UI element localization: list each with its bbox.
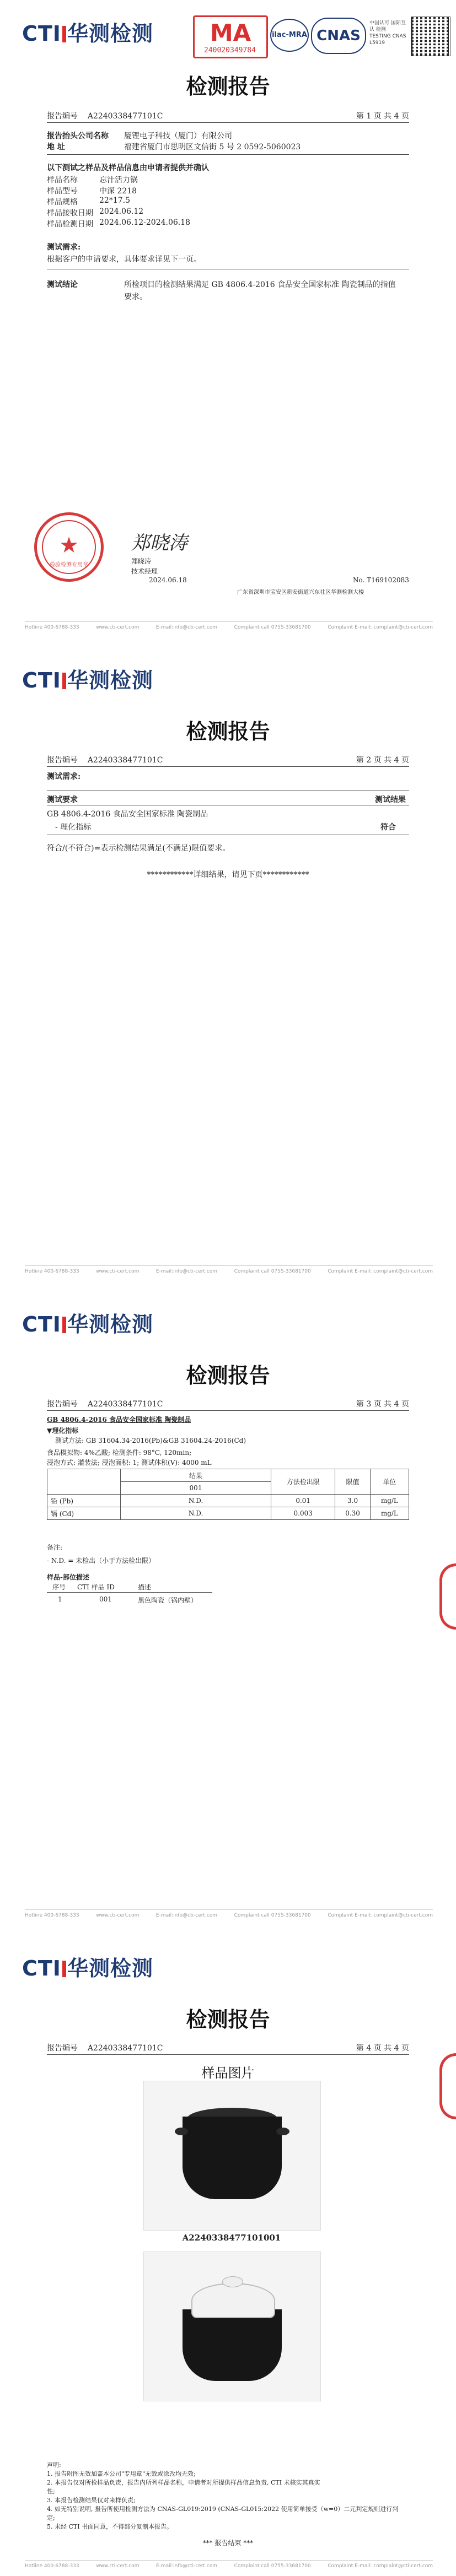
- divider: [47, 1410, 409, 1411]
- note-line: 5. 未经 CTI 书面同意，不得部分复制本报告。: [47, 2523, 173, 2530]
- lab-address: 广东省深圳市宝安区新安街道兴东社区华测检测大楼: [237, 589, 364, 596]
- note-line: 性;: [47, 2488, 55, 2495]
- table-cell: 0.003: [271, 1507, 335, 1520]
- req-row: GB 4806.4-2016 食品安全国家标准 陶瓷制品: [47, 810, 208, 819]
- note-line: 3. 本报告检测结果仅对来样负责;: [47, 2497, 136, 2504]
- field-value: 忘汁活力锅: [99, 176, 138, 185]
- footer: [25, 2563, 433, 2569]
- sample-col: CTI 样品 ID: [77, 1583, 115, 1591]
- field-label: 样品检测日期: [47, 220, 93, 229]
- table-header: 限值: [335, 1469, 370, 1495]
- table-cell: 0.01: [271, 1495, 335, 1507]
- cti-logo: [22, 17, 153, 47]
- footer-complaint: Complaint call 0755-33681700: [234, 1269, 311, 1274]
- applicant-label: 报告抬头公司名称: [47, 132, 109, 140]
- cti-logo: [22, 1307, 153, 1338]
- signer-title: 技术经理: [131, 567, 158, 575]
- remark-label: 备注:: [47, 1544, 63, 1551]
- std-heading: GB 4806.4-2016 食品安全国家标准 陶瓷制品: [47, 1416, 191, 1424]
- req-heading: 测试需求:: [47, 772, 81, 781]
- footer-divider: [25, 1265, 433, 1266]
- note-line: 声明:: [47, 2461, 61, 2469]
- photos-heading: 样品图片: [201, 2065, 255, 2081]
- results-table: [47, 1469, 409, 1520]
- cma-number: 240020349784: [204, 46, 256, 55]
- signature: 郑晓涛: [131, 532, 187, 554]
- logo-cn: 华测检测: [67, 21, 153, 46]
- address-value: 福建省厦门市思明区文信街 5 号 2 0592-5060023: [124, 143, 301, 151]
- cnas-mark: CNAS: [311, 18, 366, 54]
- cti-logo: [22, 1951, 153, 1982]
- report-page-3: [0, 1288, 456, 1932]
- logo-cn: 华测检测: [67, 668, 153, 692]
- note-line: 2. 本报告仅对所检样品负责，报告内所列样品名称，申请者对所提供样品信息负责, CTI 未核实其真实: [47, 2479, 320, 2486]
- logo-en: CTI: [22, 1956, 61, 1980]
- field-label: 样品型号: [47, 187, 78, 196]
- footer-divider: [25, 621, 433, 622]
- footer-complaint-mail: Complaint E-mail: complaint@cti-cert.com: [328, 1269, 433, 1274]
- footer-complaint: Complaint call 0755-33681700: [234, 2563, 311, 2569]
- table-header: 单位: [370, 1469, 409, 1495]
- ilac-mark: ilac-MRA: [270, 19, 309, 52]
- footer-email: E-mail:info@cti-cert.com: [155, 1913, 218, 1918]
- conclusion-text: 所检项目的检测结果满足 GB 4806.4-2016 食品安全国家标准 陶瓷制品的指值: [124, 280, 396, 289]
- footer-hotline: Hotline 400-6788-333: [25, 1269, 79, 1274]
- divider: [47, 2054, 409, 2055]
- page-title: 检测报告: [186, 2007, 270, 2032]
- seal-edge: [439, 2053, 456, 2119]
- sample-cell: 黑色陶瓷（锅内壁）: [138, 1597, 198, 1604]
- cti-logo: [22, 663, 153, 694]
- footer: [25, 625, 433, 630]
- footer-email: E-mail:info@cti-cert.com: [155, 2563, 218, 2569]
- info-heading: 以下测试之样品及样品信息由申请者提供并确认: [47, 164, 209, 172]
- table-row: [47, 1495, 409, 1507]
- qr-pattern: [412, 18, 448, 53]
- field-value: 中深 2218: [99, 187, 137, 196]
- sample-col: 描述: [138, 1583, 152, 1591]
- table-cell: 0.30: [335, 1507, 370, 1520]
- divider: [47, 766, 409, 767]
- conclusion-text-2: 要求。: [124, 293, 147, 301]
- pot-handle: [175, 2128, 188, 2135]
- footer-divider: [25, 2560, 433, 2561]
- logo-en: CTI: [22, 21, 61, 46]
- seal-edge: [439, 1563, 456, 1630]
- page-number: 第 1 页 共 4 页: [356, 112, 409, 121]
- req-result: 符合: [380, 823, 396, 832]
- table-cell: N.D.: [121, 1507, 271, 1520]
- footer-complaint-mail: Complaint E-mail: complaint@cti-cert.com: [328, 1913, 433, 1918]
- table-cell: mg/L: [370, 1507, 409, 1520]
- page-number: 第 4 页 共 4 页: [356, 2044, 409, 2053]
- conclusion-label: 测试结论: [47, 280, 78, 289]
- cma-mark: MA: [193, 15, 268, 58]
- stamp-star-icon: ★: [59, 533, 79, 558]
- table-header: 方法检出限: [271, 1469, 335, 1495]
- divider: [47, 122, 409, 123]
- report-page-1: [0, 0, 456, 644]
- report-no: 报告编号 A2240338477101C: [47, 2044, 163, 2053]
- sign-number: No. T169102083: [353, 576, 409, 584]
- footer-complaint: Complaint call 0755-33681700: [234, 625, 311, 630]
- signer-name: 郑晓涛: [131, 558, 152, 565]
- sample-col: 序号: [52, 1583, 66, 1591]
- stamp-text: 检验检测专用章: [50, 562, 88, 568]
- table-cell: 镉 (Cd): [47, 1507, 121, 1520]
- sub-heading: ▼理化指标: [47, 1427, 79, 1435]
- method: 测试方法: GB 31604.34-2016(Pb)&GB 31604.24-2016(Cd): [55, 1437, 246, 1444]
- table-cell: N.D.: [121, 1495, 271, 1507]
- field-label: 样品名称: [47, 176, 78, 185]
- table-header: 结果: [121, 1469, 271, 1482]
- table-header-row: [47, 1469, 409, 1482]
- photo-caption: A2240338477101001: [182, 2233, 281, 2243]
- footer-divider: [25, 1909, 433, 1910]
- pot-lid: [191, 2283, 275, 2318]
- divider: [47, 1592, 212, 1593]
- divider: [47, 154, 409, 155]
- lid-knob: [222, 2276, 243, 2287]
- method-heading: 测试需求:: [47, 243, 81, 252]
- page-title: 检测报告: [186, 74, 270, 99]
- logo-cn: 华测检测: [67, 1956, 153, 1980]
- table-cell: mg/L: [370, 1495, 409, 1507]
- footer-hotline: Hotline 400-6788-333: [25, 625, 79, 630]
- footer-complaint-mail: Complaint E-mail: complaint@cti-cert.com: [328, 625, 433, 630]
- cnas-note: 中国认可 国际互认 检测 TESTING CNAS L5919: [369, 20, 406, 46]
- remark-1: - N.D. = 未检出（小于方法检出限）: [47, 1557, 155, 1565]
- report-no: 报告编号 A2240338477101C: [47, 756, 163, 765]
- address-label: 地 址: [47, 143, 65, 151]
- sample-cell: 1: [58, 1595, 62, 1603]
- footer-web: www.cti-cert.com: [96, 625, 140, 630]
- req-item: - 理化指标: [55, 823, 92, 832]
- logo-cn: 华测检测: [67, 1312, 153, 1336]
- note-line: 1. 报告附图无效加盖本公司"专用章"无效或涂改均无效;: [47, 2470, 196, 2477]
- sample-heading: 样品-部位描述: [47, 1573, 89, 1581]
- report-page-4: [0, 1932, 456, 2576]
- pot-handle: [276, 2128, 289, 2135]
- condition-2: 浸泡方式: 灌装法; 浸泡面积: 1; 测试体积(V): 4000 mL: [47, 1459, 212, 1466]
- logo-en: CTI: [22, 1312, 61, 1336]
- footer-hotline: Hotline 400-6788-333: [25, 2563, 79, 2569]
- page-number: 第 3 页 共 4 页: [356, 1400, 409, 1409]
- footer-web: www.cti-cert.com: [96, 1269, 140, 1274]
- footer-web: www.cti-cert.com: [96, 1913, 140, 1918]
- report-no: 报告编号 A2240338477101C: [47, 1400, 163, 1409]
- footer-complaint: Complaint call 0755-33681700: [234, 1913, 311, 1918]
- logo-en: CTI: [22, 668, 61, 692]
- footer: [25, 1913, 433, 1918]
- report-page-2: [0, 644, 456, 1288]
- field-label: 样品规格: [47, 198, 78, 207]
- field-label: 样品接收日期: [47, 209, 93, 218]
- footer-complaint-mail: Complaint E-mail: complaint@cti-cert.com: [328, 2563, 433, 2569]
- table-subheader: 001: [121, 1482, 271, 1495]
- pot-body: [183, 2117, 282, 2199]
- legend-note: 符合/(不符合)=表示检测结果满足(不满足)限值要求。: [47, 844, 230, 853]
- page-title: 检测报告: [186, 1363, 270, 1388]
- col-req: 测试要求: [47, 795, 78, 804]
- col-result: 测试结果: [375, 795, 406, 804]
- table-cell: 3.0: [335, 1495, 370, 1507]
- condition-1: 食品模拟物: 4%乙酸; 检测条件: 98°C, 120min;: [47, 1449, 192, 1457]
- footer-web: www.cti-cert.com: [96, 2563, 140, 2569]
- sample-photo-1: [143, 2081, 321, 2231]
- footer: [25, 1269, 433, 1274]
- applicant-value: 厦锂电子科技（厦门）有限公司: [124, 132, 232, 140]
- field-value: 2024.06.12-2024.06.18: [99, 218, 191, 227]
- note-line: 4. 如无特别说明, 报告所使用检测方法为 CNAS-GL019:2019 (CNAS-GL015:2022 使用简单接受（w=0）二元判定规则进行判: [47, 2505, 399, 2513]
- report-no: 报告编号 A2240338477101C: [47, 112, 163, 121]
- note-line: 定;: [47, 2514, 55, 2521]
- table-cell: 铅 (Pb): [47, 1495, 121, 1507]
- sample-photo-2: [143, 2252, 321, 2401]
- footer-email: E-mail:info@cti-cert.com: [155, 625, 218, 630]
- field-value: 2024.06.12: [99, 207, 144, 216]
- end-note: *** 报告结束 ***: [202, 2539, 254, 2547]
- footer-email: E-mail:info@cti-cert.com: [155, 1269, 218, 1274]
- method-text: 根据客户的申请要求，具体要求详见下一页。: [47, 255, 201, 264]
- pot-body: [183, 2309, 282, 2381]
- page-number: 第 2 页 共 4 页: [356, 756, 409, 765]
- page-title: 检测报告: [186, 719, 270, 744]
- end-note: ************详细结果，请见下页************: [147, 870, 309, 879]
- sample-cell: 001: [99, 1595, 112, 1603]
- sign-date: 2024.06.18: [149, 576, 187, 584]
- field-value: 22*17.5: [99, 196, 130, 205]
- table-row: [47, 1507, 409, 1520]
- footer-hotline: Hotline 400-6788-333: [25, 1913, 79, 1918]
- table-header: [47, 1469, 121, 1495]
